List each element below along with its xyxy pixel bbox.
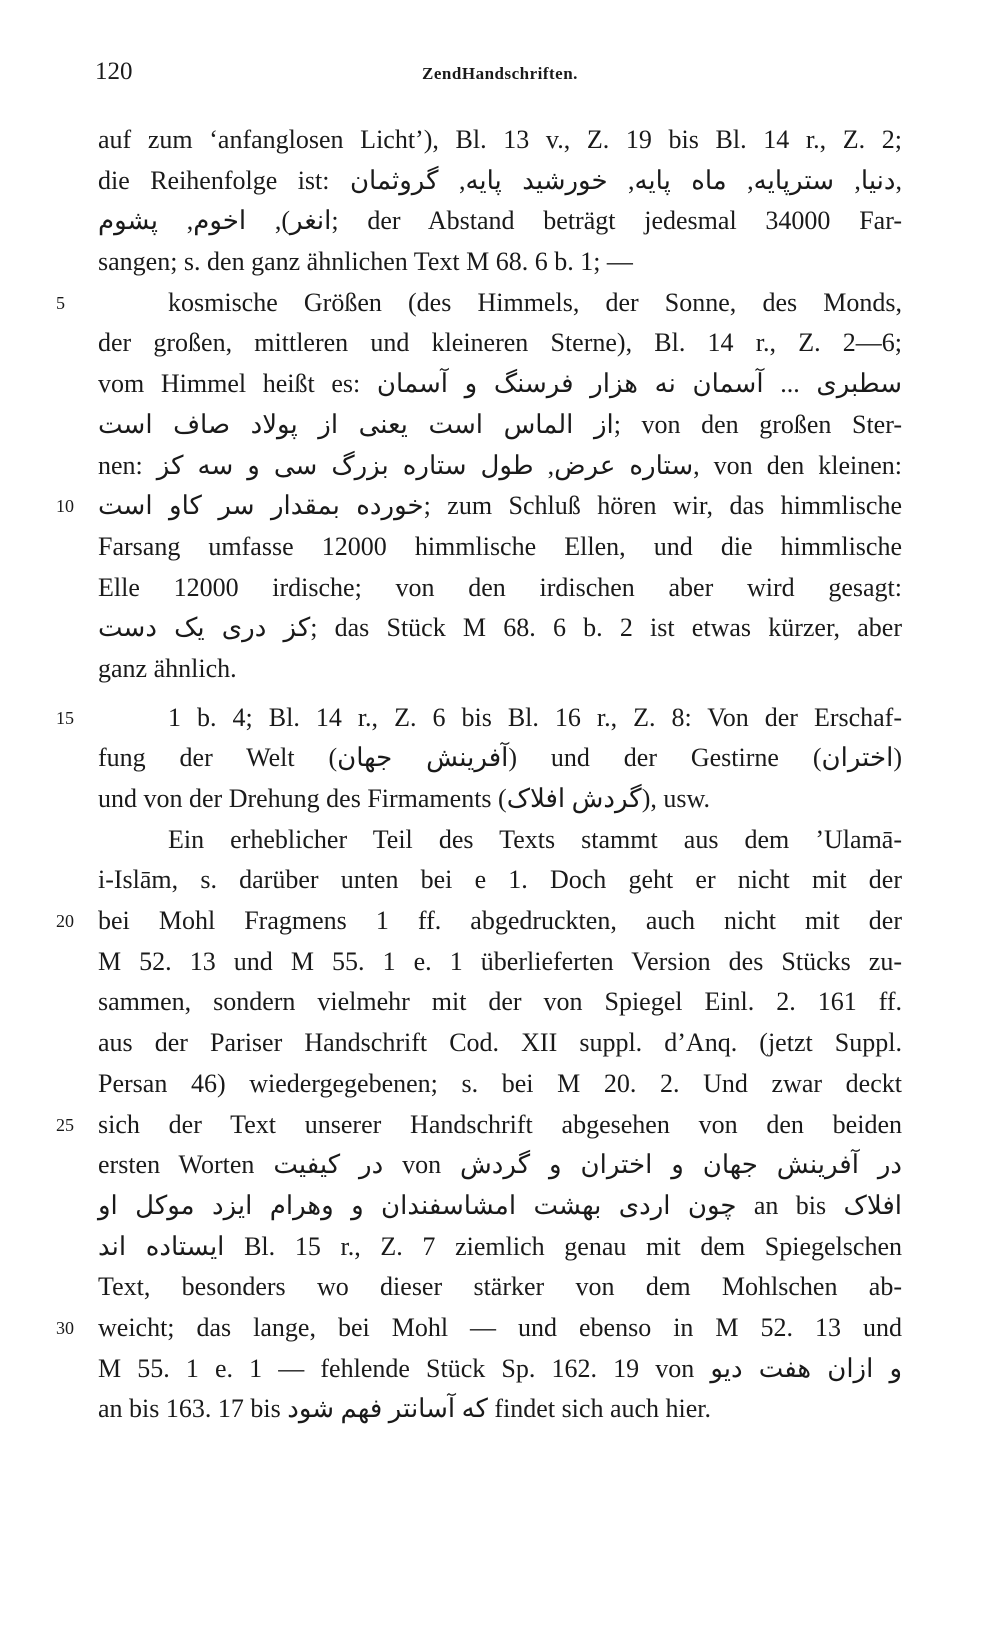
line-text: sammen, sondern vielmehr mit der von Spiegel Einl. 2. 161 ff. [98,987,902,1017]
line-text: Persan 46) wiedergegebenen; s. bei M 20. 2. Und zwar deckt [98,1068,902,1098]
text-line [98,446,902,487]
text-line [98,1064,902,1105]
text-line [98,1267,902,1308]
line-number: 30 [56,1317,74,1338]
text-line [98,1389,902,1430]
text-line [98,1023,902,1064]
line-text: خورده بمقدار سر کاو است; zum Schluß hören wir, das himmlische [98,491,902,521]
text-line [98,1186,902,1227]
text-line [98,820,902,861]
text-line [56,1308,902,1349]
line-text: ganz ähnlich. [98,653,237,683]
text-line [98,242,902,283]
line-text: sich der Text unserer Handschrift abgesehen von den beiden [98,1109,902,1139]
text-line [98,982,902,1023]
line-number: 15 [56,707,74,728]
line-text: fung der Welt (آفرینش جهان) und der Gestirne (اختران) [98,743,902,773]
line-text: Elle 12000 irdische; von den irdischen aber wird gesagt: [98,572,902,602]
text-line [98,608,902,649]
line-text: auf zum ‘anfanglosen Licht’), Bl. 13 v., Z. 19 bis Bl. 14 r., Z. 2; [98,125,902,154]
text-line [98,779,902,820]
text-line [98,201,902,242]
body-text [56,120,903,1430]
line-text: کز دری یک دست; das Stück M 68. 6 b. 2 ist etwas kürzer, aber [98,613,902,643]
line-number: 5 [56,292,65,313]
page-header [95,58,905,92]
page-number: 120 [95,58,133,85]
text-line [98,568,902,609]
line-text: 1 b. 4; Bl. 14 r., Z. 6 bis Bl. 16 r., Z. 8: Von der Erschaf- [168,702,902,732]
line-text: i-Islām, s. darüber unten bei e 1. Doch geht er nicht mit der [98,865,902,895]
line-text: bei Mohl Fragmens 1 ff. abgedruckten, auch nicht mit der [98,906,902,936]
text-line [98,738,902,779]
line-text: und von der Drehung des Firmaments (گردش افلاک), usw. [98,784,711,813]
text-line [98,364,902,405]
text-line [98,1349,902,1390]
line-text: Text, besonders wo dieser stärker von dem Mohlschen ab- [98,1272,902,1302]
line-text: aus der Pariser Handschrift Cod. XII suppl. d’Anq. (jetzt Suppl. [98,1028,902,1058]
line-text: M 55. 1 e. 1 — fehlende Stück Sp. 162. 19 von و ازان هفت دیو [98,1353,903,1383]
text-line [98,942,902,983]
line-text: ایستاده اند Bl. 15 r., Z. 7 ziemlich genau mit dem Spiegelschen [98,1231,902,1261]
text-line [98,649,902,690]
text-line [98,161,902,202]
text-line [98,527,902,568]
text-line [56,901,902,942]
line-text: چون اردی بهشت امشاسفندان و وهرام ایزد موکل او an bis افلاک [98,1190,902,1220]
line-text: انغر), اخوم, پشوم; der Abstand beträgt jedesmal 34000 Far- [98,206,902,236]
text-line [56,1105,902,1146]
line-number: 25 [56,1114,74,1135]
line-text: der großen, mittleren und kleineren Sterne), Bl. 14 r., Z. 2—6; [98,328,902,358]
text-line [56,283,902,324]
text-line [56,486,902,527]
line-text: vom Himmel heißt es: سطبری ... آسمان نه هزار فرسنگ و آسمان [98,369,902,399]
line-text: M 52. 13 und M 55. 1 e. 1 überlieferten Version des Stücks zu- [98,946,902,976]
line-text: sangen; s. den ganz ähnlichen Text M 68. 6 b. 1; — [98,247,633,277]
line-text: nen: ستاره عرض, طول ستاره بزرگ سی و سه کز, von den kleinen: [98,450,903,480]
text-line [98,1145,902,1186]
line-text: ersten Worten در کیفیت von در آفرینش جهان و اختران و گردش [98,1150,903,1180]
text-line [98,405,902,446]
line-text: Farsang umfasse 12000 himmlische Ellen, und die himmlische [98,531,902,561]
line-text: kosmische Größen (des Himmels, der Sonne, des Monds, [168,287,902,317]
line-text: Ein erheblicher Teil des Texts stammt aus dem ’Ulamā- [168,824,902,854]
text-line [98,1227,902,1268]
line-text: از الماس است یعنی از پولاد صاف است; von den großen Ster- [98,409,903,439]
text-line [98,323,902,364]
text-line [98,120,902,161]
line-text: weicht; das lange, bei Mohl — und ebenso in M 52. 13 und [98,1312,902,1342]
text-line [98,860,902,901]
line-number: 10 [56,496,74,517]
line-number: 20 [56,911,74,932]
line-text: an bis 163. 17 bis که آسانتر فهم شود findet sich auch hier. [98,1394,712,1424]
text-line [56,698,902,739]
running-title: ZendHandschriften. [422,64,578,83]
line-text: die Reihenfolge ist: دنیا, سترپایه, ماه پایه, خورشید پایه, گروثمان, [98,165,902,195]
